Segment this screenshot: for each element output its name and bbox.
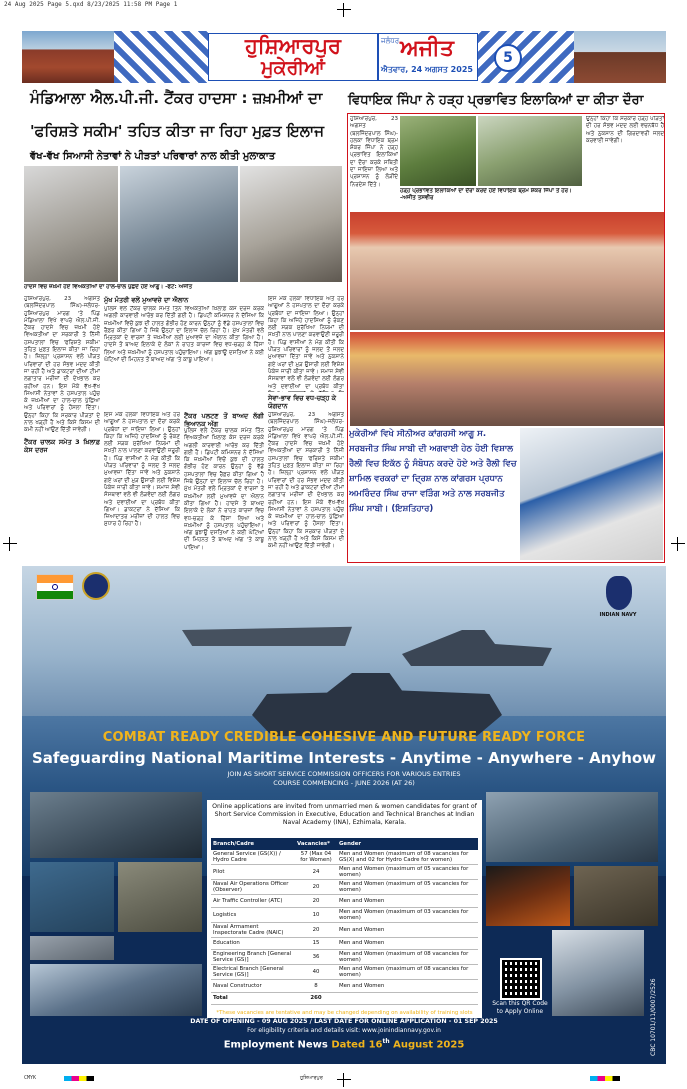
left-headline-line2: 'ਫਰਿਸ਼ਤੇ ਸਕੀਮ' ਤਹਿਤ ਕੀਤਾ ਜਾ ਰਿਹਾ ਮੁਫ਼ਤ ਇਲਾਜ bbox=[30, 122, 325, 140]
ceremony-photo bbox=[486, 866, 570, 926]
emp-news-prefix: Employment News bbox=[223, 1039, 328, 1051]
azadi-emblem-icon bbox=[82, 572, 110, 600]
apply-website[interactable]: For eligibility criteria and details visit: www.joinindiannavy.gov.in bbox=[247, 1027, 441, 1034]
brand-name: ਅਜੀਤ bbox=[400, 36, 454, 61]
ad-slogan-1: COMBAT READY CREDIBLE COHESIVE AND FUTURE READY FORCE bbox=[102, 730, 586, 745]
classroom-photo bbox=[30, 936, 114, 960]
cell-gender: Men and Women (maximum of 05 vacancies for women) bbox=[337, 865, 478, 880]
emp-news-suffix: August 2025 bbox=[393, 1039, 465, 1051]
flood-photo-caption: ਹੜ੍ਹ ਪ੍ਰਭਾਵਿਤ ਇਲਾਕਿਆਂ ਦਾ ਦੌਰਾ ਕਰਦੇ ਹੋਏ ਵਿਧਾਇਕ ਬ੍ਰਮ ਸ਼ੰਕਰ ਜਿੰਪਾ ਤੇ ਹੋਰ। -ਅਜੀਤ ਤਸਵੀਰ bbox=[400, 188, 572, 201]
cell-gender: Men and Women (maximum of 05 vacancies for women) bbox=[337, 880, 478, 895]
hospital-photo-3 bbox=[240, 166, 342, 282]
navy-crest-icon bbox=[606, 576, 632, 610]
cell-total-value: 260 bbox=[295, 992, 337, 1005]
left-story-col1 bbox=[24, 296, 100, 564]
cell-gender: Men and Women bbox=[337, 922, 478, 937]
hospital-photo-1 bbox=[24, 166, 118, 282]
edition-title-box bbox=[208, 33, 378, 81]
table-row bbox=[211, 965, 478, 980]
cell-branch: Electrical Branch [General Service (GS)] bbox=[211, 965, 295, 980]
table-row bbox=[211, 950, 478, 965]
sonar-photo bbox=[30, 862, 114, 932]
speaker-photo bbox=[520, 428, 663, 560]
cell-vacancies: 15 bbox=[295, 937, 337, 950]
davp-code-text: CBC 10701/11/0007/2526 bbox=[650, 978, 657, 1056]
cell-gender: Men and Women (maximum of 08 vacancies for women) bbox=[337, 950, 478, 965]
inline-subhead: ਸੇਵਾ-ਭਾਵ ਵਿਚ ਵਧ-ਚੜ੍ਹ ਕੇ ਯੋਗਦਾਨ bbox=[268, 394, 337, 410]
cell-branch: Education bbox=[211, 937, 295, 950]
vacancy-table bbox=[211, 838, 478, 1005]
inline-subhead: ਮੁੱਖ ਮੰਤਰੀ ਵਲੋਂ ਮੁਆਵਜ਼ੇ ਦਾ ਐਲਾਨ bbox=[104, 296, 189, 304]
brand-city: ਜਲੰਧਰ bbox=[381, 37, 400, 45]
body-text: ਇਸ ਮੌਕੇ ਹਲਕਾ ਵਿਧਾਇਕ ਅਤੇ ਹੋਰ ਆਗੂਆਂ ਨੇ ਹਸਪਤਾਲ ਦਾ ਦੌਰਾ ਕਰਕੇ ਪ੍ਰਬੰਧਾਂ ਦਾ ਜਾਇਜ਼ਾ ਲਿਆ। ਉਨ੍ਹਾਂ ਕਿਹਾ ਕਿ ਅਜਿਹੇ ਹਾਦਸਿਆਂ ਨੂੰ ਰੋਕਣ ਲਈ ਸੜਕ ਸੁਰੱਖਿਆ ਨਿਯਮਾਂ ਦੀ ਸਖ਼ਤੀ ਨਾਲ ਪਾਲਣਾ ਕਰਵਾਉਣੀ ਜ਼ਰੂਰੀ ਹੈ। ਪਿੰਡ ਵਾਸੀਆਂ ਨੇ ਮੰਗ ਕੀਤੀ ਕਿ ਪੀੜਤ ਪਰਿਵਾਰਾਂ ਨੂੰ ਜਲਦ ਤੋਂ ਜਲਦ ਮੁਆਵਜ਼ਾ ਦਿੱਤਾ ਜਾਵੇ ਅਤੇ ਨੁਕਸਾਨੇ ਗਏ ਘਰਾਂ ਦੀ ਮੁੜ ਉਸਾਰੀ ਲਈ ਵਿਸ਼ੇਸ਼ ਪੈਕੇਜ ਜਾਰੀ ਕੀਤਾ ਜਾਵੇ। ਸਮਾਜ ਸੇਵੀ ਸੰਸਥਾਵਾਂ ਵਲੋਂ ਵੀ ਲੋੜਵੰਦਾਂ ਲਈ ਲੰਗਰ ਅਤੇ ਦਵਾਈਆਂ ਦਾ ਪ੍ਰਬੰਧ ਕੀਤਾ bbox=[268, 296, 344, 390]
employment-news-ref bbox=[22, 1038, 666, 1050]
cell-branch: Logistics bbox=[211, 907, 295, 922]
body-text: ਹੁਸ਼ਿਆਰਪੁਰ, 23 ਅਗਸਤ (ਬਲਜਿੰਦਰਪਾਲ ਸਿੰਘ)-ਜਲੰਧਰ-ਹੁਸ਼ਿਆਰਪੁਰ ਮਾਰਗ 'ਤੇ ਪਿੰਡ ਮੰਡਿਆਲਾ ਵਿਖੇ ਵਾਪਰੇ ਐਲ.ਪੀ.ਜੀ. ਟੈਂਕਰ ਹਾਦਸੇ ਵਿਚ ਜ਼ਖ਼ਮੀ ਹੋਏ ਵਿਅਕਤੀਆਂ ਦਾ ਸਰਕਾਰੀ ਤੇ ਨਿੱਜੀ ਹਸਪਤਾਲਾਂ ਵਿਚ 'ਫਰਿਸ਼ਤੇ ਸਕੀਮ' ਤਹਿਤ ਮੁਫ਼ਤ ਇਲਾਜ ਕੀਤਾ ਜਾ ਰਿਹਾ ਹੈ। ਜ਼ਿਲ੍ਹਾ ਪ੍ਰਸ਼ਾਸਨ ਵਲੋਂ ਪੀੜਤ ਪਰਿਵਾਰਾਂ ਦੀ ਹਰ ਸੰਭਵ ਮਦਦ ਕੀਤੀ ਜਾ ਰਹੀ ਹੈ ਅਤੇ ਡਾਕਟਰਾਂ ਦੀਆਂ ਟੀਮਾਂ ਲਗਾਤਾਰ ਮਰੀਜ਼ਾਂ ਦੀ ਦੇਖਭਾਲ ਕਰ ਰਹੀਆਂ ਹਨ। ਇਸ ਮੌਕੇ ਵੱਖ-ਵੱਖ ਸਿਆਸੀ ਨੇਤਾਵਾਂ ਨੇ ਹਸਪਤਾਲ ਪਹੁੰਚ ਕੇ ਜ਼ਖ਼ਮੀਆਂ ਦਾ ਹਾਲ-ਚਾਲ ਪੁੱਛਿਆ ਅਤੇ ਪਰਿਵਾਰਾਂ ਨੂੰ ਹੌਸਲਾ ਦਿੱਤਾ। ਉਨ੍ਹਾਂ ਕਿਹਾ ਕਿ ਸਰਕਾਰ ਪੀੜਤਾਂ ਦੇ ਨਾਲ ਖੜ੍ਹੀ ਹੈ ਅਤੇ ਕਿਸੇ ਕਿਸਮ ਦੀ ਕਮੀ ਨਹੀਂ ਆਉਣ ਦਿੱਤੀ ਜਾਵੇਗੀ। bbox=[24, 296, 100, 434]
table-row bbox=[211, 865, 478, 880]
officers-photo bbox=[30, 792, 202, 858]
left-headline-line1: ਮੰਡਿਆਲਾ ਐਲ.ਪੀ.ਜੀ. ਟੈਂਕਰ ਹਾਦਸਾ : ਜ਼ਖ਼ਮੀਆਂ ਦਾ bbox=[30, 89, 323, 107]
left-photo-caption: ਹਾਦਸੇ ਵਿਚ ਜ਼ਖ਼ਮੀ ਹੋਏ ਵਿਅਕਤੀਆਂ ਦਾ ਹਾਲ-ਚਾਲ ਪੁੱਛਦੇ ਹੋਏ ਆਗੂ। -ਫੋਟੋ: ਅਜੀਤ bbox=[24, 284, 193, 290]
body-text: ਹੁਸ਼ਿਆਰਪੁਰ, 23 ਅਗਸਤ (ਬਲਜਿੰਦਰਪਾਲ ਸਿੰਘ)-ਜਲੰਧਰ-ਹੁਸ਼ਿਆਰਪੁਰ ਮਾਰਗ 'ਤੇ ਪਿੰਡ ਮੰਡਿਆਲਾ ਵਿਖੇ ਵਾਪਰੇ ਐਲ.ਪੀ.ਜੀ. ਟੈਂਕਰ ਹਾਦਸੇ ਵਿਚ ਜ਼ਖ਼ਮੀ ਹੋਏ ਵਿਅਕਤੀਆਂ ਦਾ ਸਰਕਾਰੀ ਤੇ ਨਿੱਜੀ ਹਸਪਤਾਲਾਂ ਵਿਚ 'ਫਰਿਸ਼ਤੇ ਸਕੀਮ' ਤਹਿਤ ਮੁਫ਼ਤ ਇਲਾਜ ਕੀਤਾ ਜਾ ਰਿਹਾ ਹੈ। ਜ਼ਿਲ੍ਹਾ ਪ੍ਰਸ਼ਾਸਨ ਵਲੋਂ ਪੀੜਤ ਪਰਿਵਾਰਾਂ ਦੀ ਹਰ ਸੰਭਵ ਮਦਦ ਕੀਤੀ ਜਾ ਰਹੀ ਹੈ ਅਤੇ ਡਾਕਟਰਾਂ ਦੀਆਂ ਟੀਮਾਂ ਲਗਾਤਾਰ ਮਰੀਜ਼ਾਂ ਦੀ ਦੇਖਭਾਲ ਕਰ ਰਹੀਆਂ ਹਨ। ਇਸ ਮੌਕੇ ਵੱਖ-ਵੱਖ ਸਿਆਸੀ ਨੇਤਾਵਾਂ ਨੇ ਹਸਪਤਾਲ ਪਹੁੰਚ ਕੇ ਜ਼ਖ਼ਮੀਆਂ ਦਾ ਹਾਲ-ਚਾਲ ਪੁੱਛਿਆ ਅਤੇ ਪਰਿਵਾਰਾਂ ਨੂੰ ਹੌਸਲਾ ਦਿੱਤਾ। ਉਨ੍ਹਾਂ ਕਿਹਾ ਕਿ ਸਰਕਾਰ ਪੀੜਤਾਂ ਦੇ ਨਾਲ ਖੜ੍ਹੀ ਹੈ ਅਤੇ ਕਿਸੇ ਕਿਸਮ ਦੀ ਕਮੀ ਨਹੀਂ ਆਉਣ ਦਿੱਤੀ ਜਾਵੇਗੀ। bbox=[268, 412, 344, 550]
vacancy-panel bbox=[207, 800, 482, 1018]
cell-vacancies: 20 bbox=[295, 895, 337, 908]
left-story-col3 bbox=[104, 412, 180, 564]
ad-slogan-2: Safeguarding National Maritime Interests - Anytime - Anywhere - Anyhow bbox=[31, 749, 657, 767]
engineering-photo bbox=[486, 792, 658, 862]
vacancy-intro: Online applications are invited from unmarried men & women candidates for grant of Short Service Commission in Executive, Education and Technical Branches at Indian Naval Academy (INA), Ezhimala, Kerala. bbox=[212, 803, 477, 826]
registration-mark bbox=[3, 537, 17, 551]
col-branch: Branch/Cadre bbox=[211, 838, 295, 850]
cell-branch: Naval Air Operations Officer (Observer) bbox=[211, 880, 295, 895]
cell-vacancies: 8 bbox=[295, 980, 337, 993]
table-row bbox=[211, 850, 478, 865]
right-story-col-right bbox=[586, 116, 664, 212]
edition-title-line2: ਮੁਕੇਰੀਆਂ bbox=[261, 57, 325, 79]
cell-vacancies: 20 bbox=[295, 922, 337, 937]
footer-center: ਹੁਸ਼ਿਆਰਪੁਰ bbox=[300, 1075, 323, 1081]
body-text: ਪੁਲਿਸ ਵਲੋਂ ਟੈਂਕਰ ਚਾਲਕ ਸਮੇਤ ਤਿੰਨ ਵਿਅਕਤੀਆਂ ਖ਼ਿਲਾਫ਼ ਕੇਸ ਦਰਜ ਕਰਕੇ ਅਗਲੀ ਕਾਰਵਾਈ ਆਰੰਭ ਕਰ ਦਿੱਤੀ ਗਈ ਹੈ। ਡਿਪਟੀ ਕਮਿਸ਼ਨਰ ਨੇ ਦੱਸਿਆ ਕਿ ਜ਼ਖ਼ਮੀਆਂ ਵਿਚੋਂ ਕੁਝ ਦੀ ਹਾਲਤ ਗੰਭੀਰ ਹੋਣ ਕਾਰਨ ਉਨ੍ਹਾਂ ਨੂੰ ਵੱਡੇ ਹਸਪਤਾਲਾਂ ਵਿਚ ਰੈਫ਼ਰ ਕੀਤਾ ਗਿਆ ਹੈ ਜਿਥੇ ਉਨ੍ਹਾਂ ਦਾ ਇਲਾਜ ਚੱਲ ਰਿਹਾ ਹੈ। ਮੁੱਖ ਮੰਤਰੀ ਵਲੋਂ ਮ੍ਰਿਤਕਾਂ ਦੇ ਵਾਰਸਾਂ ਤੇ ਜ਼ਖ਼ਮੀਆਂ ਲਈ ਮੁਆਵਜ਼ੇ ਦਾ ਐਲਾਨ ਕੀਤਾ ਗਿਆ ਹੈ। ਹਾਦਸੇ ਤੋਂ ਬਾਅਦ ਇਲਾਕੇ ਦੇ ਲੋਕਾਂ ਨੇ ਰਾਹਤ ਕਾਰਜਾਂ ਵਿਚ ਵਧ-ਚੜ੍ਹ ਕੇ ਹਿੱਸਾ ਲਿਆ ਅਤੇ ਜ਼ਖ਼ਮੀਆਂ ਨੂੰ ਹਸਪਤਾਲ ਪਹੁੰਚਾਇਆ। ਅੱਗ ਬੁਝਾਊ ਦਸਤਿਆਂ ਨੇ ਕਈ ਘੰਟਿਆਂ ਦੀ ਮਿਹਨਤ ਤੋਂ ਬਾਅਦ ਅੱਗ 'ਤੇ ਕਾਬੂ ਪਾਇਆ। bbox=[104, 306, 264, 364]
footer-left: CMYK bbox=[24, 1075, 37, 1081]
left-story-col2 bbox=[104, 306, 264, 410]
inline-subhead: ਟੈਂਕਰ ਚਾਲਕ ਸਮੇਤ 3 ਖ਼ਿਲਾਫ਼ ਕੇਸ ਦਰਜ bbox=[24, 437, 100, 454]
cell-branch: Naval Armament Inspectorate Cadre (NAIC) bbox=[211, 922, 295, 937]
page-number: 5 bbox=[494, 44, 522, 72]
print-slug: 24 Aug 2025 Page 5.qxd 8/23/2025 11:58 PM Page 1 bbox=[4, 1, 178, 8]
vacancy-footnote: *These vacancies are tentative and may be changed depending on availability of training slots bbox=[216, 1010, 473, 1016]
vacancy-table-header bbox=[211, 838, 478, 850]
workshop-photo bbox=[118, 862, 202, 932]
left-subheadline: ਵੱਖ-ਵੱਖ ਸਿਆਸੀ ਨੇਤਾਵਾਂ ਨੇ ਪੀੜਤਾਂ ਪਰਿਵਾਰਾਂ ਨਾਲ ਕੀਤੀ ਮੁਲਾਕਾਤ bbox=[30, 151, 276, 162]
cell-branch: Air Traffic Controller (ATC) bbox=[211, 895, 295, 908]
training-photo bbox=[574, 866, 658, 926]
rally-photo-1 bbox=[350, 212, 664, 330]
cell-gender: Men and Women bbox=[337, 895, 478, 908]
col-vacancies: Vacancies* bbox=[295, 838, 337, 850]
body-text: ਪੁਲਿਸ ਵਲੋਂ ਟੈਂਕਰ ਚਾਲਕ ਸਮੇਤ ਤਿੰਨ ਵਿਅਕਤੀਆਂ ਖ਼ਿਲਾਫ਼ ਕੇਸ ਦਰਜ ਕਰਕੇ ਅਗਲੀ ਕਾਰਵਾਈ ਆਰੰਭ ਕਰ ਦਿੱਤੀ ਗਈ ਹੈ। ਡਿਪਟੀ ਕਮਿਸ਼ਨਰ ਨੇ ਦੱਸਿਆ ਕਿ ਜ਼ਖ਼ਮੀਆਂ ਵਿਚੋਂ ਕੁਝ ਦੀ ਹਾਲਤ ਗੰਭੀਰ ਹੋਣ ਕਾਰਨ ਉਨ੍ਹਾਂ ਨੂੰ ਵੱਡੇ ਹਸਪਤਾਲਾਂ ਵਿਚ ਰੈਫ਼ਰ ਕੀਤਾ ਗਿਆ ਹੈ ਜਿਥੇ ਉਨ੍ਹਾਂ ਦਾ ਇਲਾਜ ਚੱਲ ਰਿਹਾ ਹੈ। ਮੁੱਖ ਮੰਤਰੀ ਵਲੋਂ ਮ੍ਰਿਤਕਾਂ ਦੇ ਵਾਰਸਾਂ ਤੇ ਜ਼ਖ਼ਮੀਆਂ ਲਈ ਮੁਆਵਜ਼ੇ ਦਾ ਐਲਾਨ ਕੀਤਾ ਗਿਆ ਹੈ। ਹਾਦਸੇ ਤੋਂ ਬਾਅਦ ਇਲਾਕੇ ਦੇ ਲੋਕਾਂ ਨੇ ਰਾਹਤ ਕਾਰਜਾਂ ਵਿਚ ਵਧ-ਚੜ੍ਹ ਕੇ ਹਿੱਸਾ ਲਿਆ ਅਤੇ ਜ਼ਖ਼ਮੀਆਂ ਨੂੰ ਹਸਪਤਾਲ ਪਹੁੰਚਾਇਆ। ਅੱਗ ਬੁਝਾਊ ਦਸਤਿਆਂ ਨੇ ਕਈ ਘੰਟਿਆਂ ਦੀ ਮਿਹਨਤ ਤੋਂ ਬਾਅਦ ਅੱਗ 'ਤੇ ਕਾਬੂ ਪਾਇਆ। bbox=[184, 428, 264, 551]
body-text: ਇਸ ਮੌਕੇ ਹਲਕਾ ਵਿਧਾਇਕ ਅਤੇ ਹੋਰ ਆਗੂਆਂ ਨੇ ਹਸਪਤਾਲ ਦਾ ਦੌਰਾ ਕਰਕੇ ਪ੍ਰਬੰਧਾਂ ਦਾ ਜਾਇਜ਼ਾ ਲਿਆ। ਉਨ੍ਹਾਂ ਕਿਹਾ ਕਿ ਅਜਿਹੇ ਹਾਦਸਿਆਂ ਨੂੰ ਰੋਕਣ ਲਈ ਸੜਕ ਸੁਰੱਖਿਆ ਨਿਯਮਾਂ ਦੀ ਸਖ਼ਤੀ ਨਾਲ ਪਾਲਣਾ ਕਰਵਾਉਣੀ ਜ਼ਰੂਰੀ ਹੈ। ਪਿੰਡ ਵਾਸੀਆਂ ਨੇ ਮੰਗ ਕੀਤੀ ਕਿ ਪੀੜਤ ਪਰਿਵਾਰਾਂ ਨੂੰ ਜਲਦ ਤੋਂ ਜਲਦ ਮੁਆਵਜ਼ਾ ਦਿੱਤਾ ਜਾਵੇ ਅਤੇ ਨੁਕਸਾਨੇ ਗਏ ਘਰਾਂ ਦੀ ਮੁੜ ਉਸਾਰੀ ਲਈ ਵਿਸ਼ੇਸ਼ ਪੈਕੇਜ ਜਾਰੀ ਕੀਤਾ ਜਾਵੇ। ਸਮਾਜ ਸੇਵੀ ਸੰਸਥਾਵਾਂ ਵਲੋਂ ਵੀ ਲੋੜਵੰਦਾਂ ਲਈ ਲੰਗਰ ਅਤੇ ਦਵਾਈਆਂ ਦਾ ਪ੍ਰਬੰਧ ਕੀਤਾ ਗਿਆ। ਡਾਕਟਰਾਂ ਨੇ ਦੱਸਿਆ ਕਿ ਜ਼ਿਆਦਾਤਰ ਮਰੀਜ਼ਾਂ ਦੀ ਹਾਲਤ ਵਿਚ ਸੁਧਾਰ ਹੋ ਰਿਹਾ ਹੈ। bbox=[104, 412, 180, 528]
table-row bbox=[211, 937, 478, 950]
masthead-pattern-left bbox=[114, 31, 214, 83]
table-row bbox=[211, 880, 478, 895]
ad-join-line1: JOIN AS SHORT SERVICE COMMISSION OFFICERS FOR VARIOUS ENTRIES bbox=[227, 770, 461, 778]
brand-box bbox=[378, 33, 478, 81]
navy-label: INDIAN NAVY bbox=[599, 612, 637, 618]
masthead-photo-left bbox=[22, 31, 114, 83]
right-story-col-left bbox=[350, 116, 398, 188]
left-story-col4 bbox=[184, 412, 264, 564]
masthead bbox=[22, 31, 666, 83]
cell-branch: General Service (GS(X)) / Hydro Cadre bbox=[211, 850, 295, 865]
cell-gender: Men and Women bbox=[337, 980, 478, 993]
table-row bbox=[211, 895, 478, 908]
print-footer bbox=[0, 1072, 687, 1086]
rally-photo-2 bbox=[350, 332, 664, 426]
cell-gender: Men and Women bbox=[337, 937, 478, 950]
flood-photo-1 bbox=[400, 116, 476, 186]
cell-branch: Engineering Branch [General Service (GS)] bbox=[211, 950, 295, 965]
qr-caption: Scan this QR Code to Apply Online bbox=[492, 1000, 548, 1015]
col-gender: Gender bbox=[337, 838, 478, 850]
cell-vacancies: 40 bbox=[295, 965, 337, 980]
color-bar bbox=[64, 1076, 94, 1081]
cell-branch: Naval Constructor bbox=[211, 980, 295, 993]
cell-vacancies: 10 bbox=[295, 907, 337, 922]
cell-branch: Pilot bbox=[211, 865, 295, 880]
inline-subhead: ਟੈਂਕਰ ਪਲਟਣ ਤੋਂ ਬਾਅਦ ਲੱਗੀ ਭਿਆਨਕ ਅੱਗ bbox=[184, 412, 264, 428]
rally-caption: ਮੁਕੇਰੀਆਂ ਵਿਖੇ ਸੀਨੀਅਰ ਕਾਂਗਰਸੀ ਆਗੂ ਸ. ਸਰਬਜੀਤ ਸਿੰਘ ਸਾਬੀ ਦੀ ਅਗਵਾਈ ਹੇਠ ਹੋਈ ਵਿਸ਼ਾਲ ਰੈਲੀ ਵਿਚ ਇਕੱਠ ਨੂੰ ਸੰਬੋਧਨ ਕਰਦੇ ਹੋਏ ਅਤੇ ਰੈਲੀ ਵਿਚ ਸ਼ਾਮਿਲ ਵਰਕਰਾਂ ਦਾ ਦ੍ਰਿਸ਼ ਨਾਲ ਕਾਂਗਰਸ ਪ੍ਰਧਾਨ ਅਮਰਿੰਦਰ ਸਿੰਘ ਰਾਜਾ ਵੜਿੰਗ ਅਤੇ ਨਾਲ ਸਰਬਜੀਤ ਸਿੰਘ ਸਾਬੀ। (ਇਸ਼ਤਿਹਾਰ) bbox=[349, 429, 517, 514]
cell-gender: Men and Women (maximum of 08 vacancies for women) bbox=[337, 965, 478, 980]
qr-code[interactable] bbox=[500, 958, 542, 1000]
left-story-col5 bbox=[268, 296, 344, 392]
cell-total-label: Total bbox=[211, 992, 295, 1005]
right-headline: ਵਿਧਾਇਕ ਜਿੰਪਾ ਨੇ ਹੜ੍ਹ ਪ੍ਰਭਾਵਿਤ ਇਲਾਕਿਆਂ ਦਾ ਕੀਤਾ ਦੌਰਾ bbox=[348, 93, 644, 108]
registration-mark bbox=[671, 537, 685, 551]
table-row bbox=[211, 907, 478, 922]
pilot-photo bbox=[30, 964, 202, 1016]
ad-join-line2: COURSE COMMENCING - JUNE 2026 (AT 26) bbox=[273, 779, 415, 787]
hospital-photo-2 bbox=[120, 166, 238, 282]
edition-title-line1: ਹੁਸ਼ਿਆਰਪੁਰ bbox=[244, 34, 342, 58]
emp-news-sup: th bbox=[382, 1038, 390, 1045]
cell-vacancies: 24 bbox=[295, 865, 337, 880]
cell-vacancies: 57 (Max 04 for Women) bbox=[295, 850, 337, 865]
cell-vacancies: 36 bbox=[295, 950, 337, 965]
color-bar bbox=[590, 1076, 620, 1081]
masthead-photo-right bbox=[574, 31, 666, 83]
flood-photo-2 bbox=[478, 116, 582, 186]
body-text: ਉਨ੍ਹਾਂ ਕਿਹਾ ਕਿ ਸਰਕਾਰ ਹੜ੍ਹ ਪੀੜਤਾਂ ਦੀ ਹਰ ਸੰਭਵ ਮਦਦ ਲਈ ਵਚਨਬੱਧ ਹੈ ਅਤੇ ਨੁਕਸਾਨ ਦੀ ਗਿਰਦਾਵਰੀ ਜਲਦ ਕਰਵਾਈ ਜਾਵੇਗੀ। bbox=[586, 116, 664, 144]
bridge-photo bbox=[552, 930, 644, 1016]
cell-empty bbox=[337, 992, 478, 1005]
india-flag-icon bbox=[36, 574, 74, 600]
cell-gender: Men and Women (maximum of 08 vacancies for GS(X) and 02 for Hydro Cadre for women) bbox=[337, 850, 478, 865]
issue-date: ਐਤਵਾਰ, 24 ਅਗਸਤ 2025 bbox=[381, 65, 473, 74]
masthead-pattern-right bbox=[474, 31, 574, 83]
cell-vacancies: 20 bbox=[295, 880, 337, 895]
table-row bbox=[211, 922, 478, 937]
navy-advertisement bbox=[22, 566, 666, 1064]
body-text: ਹੁਸ਼ਿਆਰਪੁਰ, 23 ਅਗਸਤ (ਬਲਜਿੰਦਰਪਾਲ ਸਿੰਘ)-ਹਲਕਾ ਵਿਧਾਇਕ ਬ੍ਰਮ ਸ਼ੰਕਰ ਜਿੰਪਾ ਨੇ ਹੜ੍ਹ ਪ੍ਰਭਾਵਿਤ ਇਲਾਕਿਆਂ ਦਾ ਦੌਰਾ ਕਰਕੇ ਸਥਿਤੀ ਦਾ ਜਾਇਜ਼ਾ ਲਿਆ ਅਤੇ ਪ੍ਰਸ਼ਾਸਨ ਨੂੰ ਲੋੜੀਂਦੇ ਨਿਰਦੇਸ਼ ਦਿੱਤੇ। bbox=[350, 116, 398, 188]
application-dates: DATE OF OPENING - 09 AUG 2025 / LAST DATE FOR ONLINE APPLICATION - 01 SEP 2025 bbox=[190, 1018, 498, 1025]
cell-gender: Men and Women (maximum of 03 vacancies for women) bbox=[337, 907, 478, 922]
table-row bbox=[211, 980, 478, 993]
left-story-col6 bbox=[268, 412, 344, 564]
emp-news-dated: Dated 16 bbox=[331, 1039, 383, 1051]
table-total-row bbox=[211, 992, 478, 1005]
